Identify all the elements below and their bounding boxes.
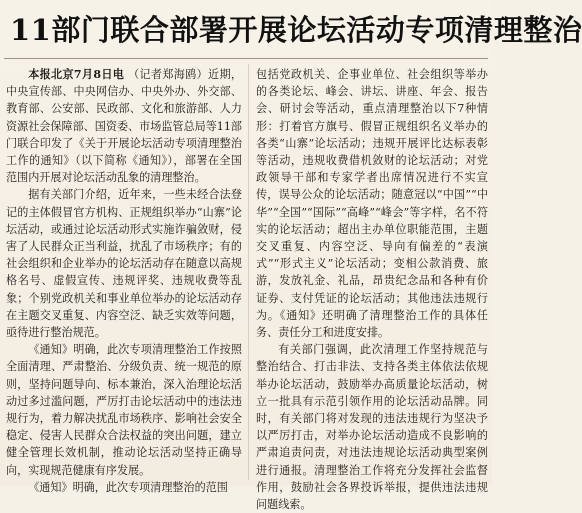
lead-paragraph <box>6 66 242 186</box>
article-column-right <box>256 66 488 512</box>
body-paragraph: 据有关部门介绍，近年来，一些未经合法登记的主体假冒官方机构、正规组织举办“山寨”论坛活动，或通过论坛活动形式实施诈骗敛财，侵害了人民群众正当利益，扰乱了市场秩序；有的社会组织和企业举办的论坛活动存在随意以高规格名号、虚假宣传、违规评奖、违规收费等乱象；个别党政机关和事业单位举办的论坛活动存在主题交叉重复、内容空泛、缺乏实效等问题，亟待进行整治规范。 <box>6 188 242 340</box>
body-paragraph: 《通知》明确，此次专项清理整治工作按照全面清理、严肃整治、分级负责、统一规范的原则，坚持问题导向、标本兼治，深入治理论坛活动过多过滥问题，严厉打击论坛活动中的违法违规行为，着力解决扰乱市场秩序、影响社会安全稳定、侵害人民群众合法权益的突出问题，建立健全管理长效机制，推动论坛活动坚持正确导向，实现规范健康有序发展。 <box>6 343 242 477</box>
body-paragraph: 《通知》明确，此次专项清理整治的范围 <box>28 480 228 494</box>
byline: （记者郑海鸥） <box>128 68 209 81</box>
paragraph-text: 近期，中央宣传部、中央网信办、中央外办、外交部、教育部、公安部、民政部、文化和旅游部、人力资源社会保障部、国资委、市场监管总局等11部门联合印发了《关于开展论坛活动专项清理整治工作的通知》（以下简称《通知》），部署在全国范围内开展对论坛活动乱象的清理整治。 <box>6 68 242 185</box>
headline-divider <box>4 58 488 59</box>
dateline: 本报北京7月8日电 <box>28 68 125 81</box>
body-paragraph: 有关部门强调，此次清理工作坚持规范与整治结合、打击非法、支持各类主体依法依规举办论坛活动，鼓励举办高质量论坛活动，树立一批具有示范引领作用的论坛活动品牌。同时，有关部门将对发现的违法违规行为坚决予以严厉打击，对举办论坛活动造成不良影响的严肃追责问责，对违法违规论坛活动典型案例进行通报。清理整治工作将充分发挥社会监督作用，鼓励社会各界投诉举报，提供违法违规问题线索。 <box>256 343 488 512</box>
body-paragraph-continued: 包括党政机关、企事业单位、社会组织等举办的各类论坛、峰会、讲坛、讲座、年会、报告会、研讨会等活动，重点清理整治以下7种情形：打着官方旗号、假冒正规组织名义举办的各类“山寨”论坛活动；违规开展评比达标表彰等活动，违规收费借机敛财的论坛活动；对党政领导干部和专家学者出席情况进行不实宣传，误导公众的论坛活动；随意冠以“中国”“中华”“全国”“国际”“高峰”“峰会”等字样，名不符实的论坛活动；超出主办单位职能范围，主题交叉重复、内容空泛、导向有偏差的“表演式”“形式主义”论坛活动；变相公款消费、旅游，发放礼金、礼品，昂贵纪念品和各种有价证券、支付凭证的论坛活动；其他违法违规行为。《通知》还明确了清理整治工作的具体任务、责任分工和进度安排。 <box>256 68 488 340</box>
article-headline: 11部门联合部署开展论坛活动专项清理整治 <box>10 13 582 47</box>
article-column-left <box>6 66 242 494</box>
column-divider <box>248 64 249 480</box>
